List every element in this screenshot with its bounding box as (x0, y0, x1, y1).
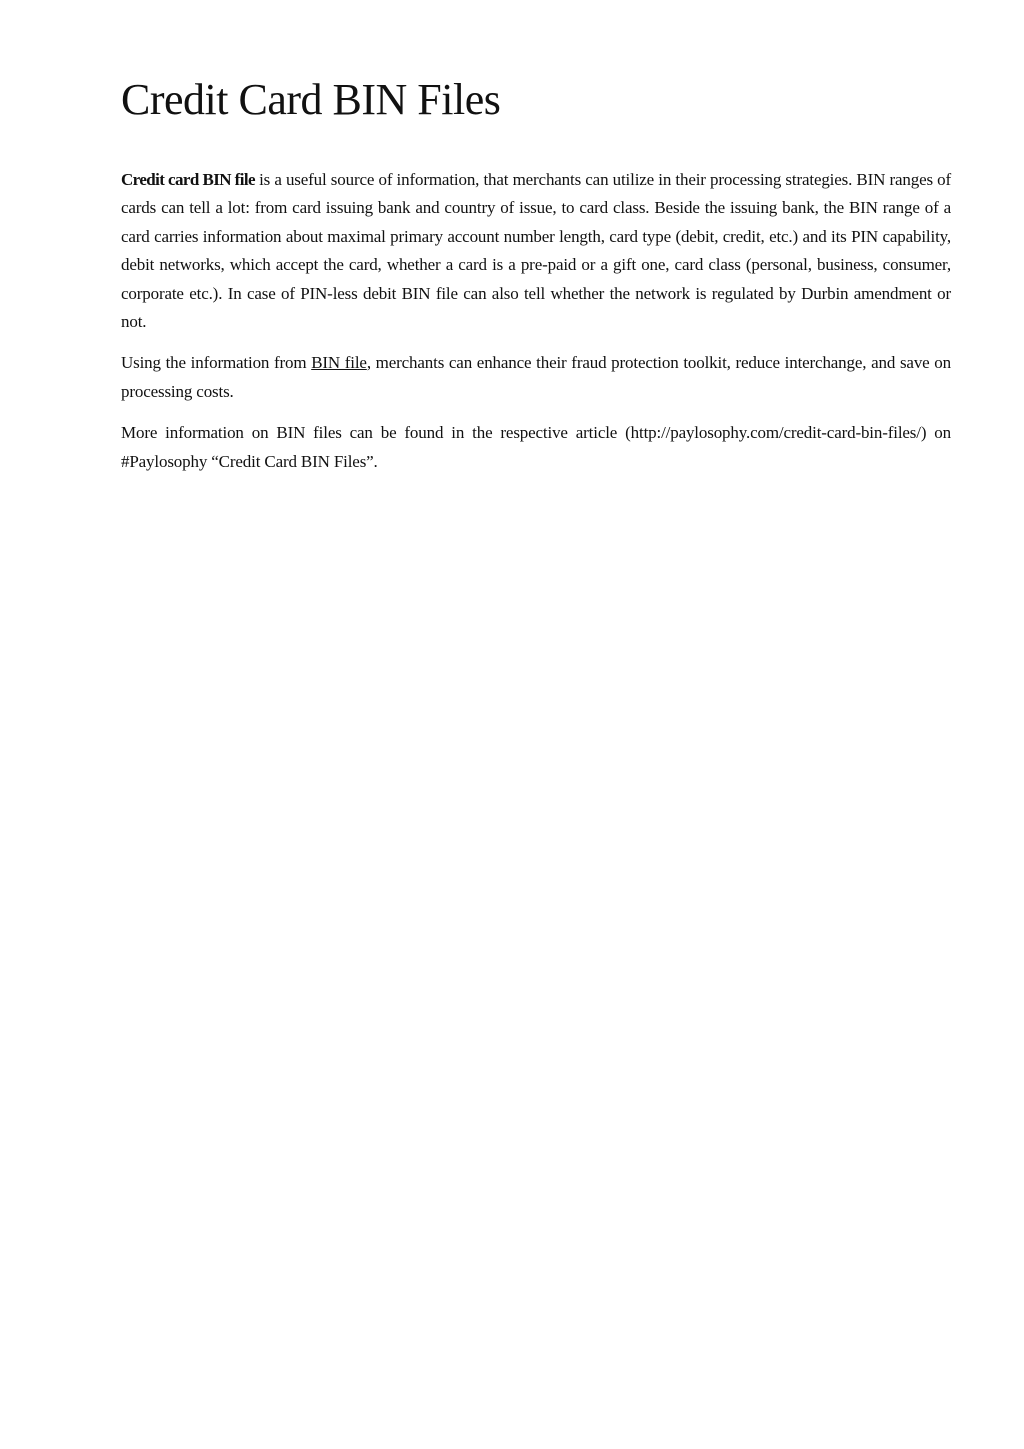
paragraph-usage-before: Using the information from (121, 353, 312, 373)
document-content (121, 72, 951, 476)
bold-lead-text: Credit card BIN file (121, 170, 255, 189)
page-title: Credit Card BIN Files (121, 75, 501, 124)
paragraph-intro-text: is a useful source of information, that merchants can utilize in their processing strategies. BIN ranges of cards can tell a lot: from card issuing bank and country of issue, to card class. Beside the issuing bank, the BIN range of a card carries information about maximal primary account number length, card type (debit, credit, etc.) and its PIN capability, debit networks, which accept the card, whether a card is a pre-paid or a gift one, card class (personal, business, consumer, corporate etc.). In case of PIN-less debit BIN file can also tell whether the network is regulated by Durbin amendment or not. (121, 170, 951, 332)
paragraph-intro (121, 166, 951, 336)
paragraph-usage-after: , merchants can enhance their fraud protection toolkit, reduce interchange, and save on processing costs. (121, 353, 951, 401)
paragraph-usage (121, 349, 951, 406)
paragraph-more-info: More information on BIN files can be found in the respective article (http://paylosophy.com/credit-card-bin-files/) on #Paylosophy “Credit Card BIN Files”. (121, 423, 951, 471)
bin-file-link[interactable]: BIN file (311, 353, 367, 373)
